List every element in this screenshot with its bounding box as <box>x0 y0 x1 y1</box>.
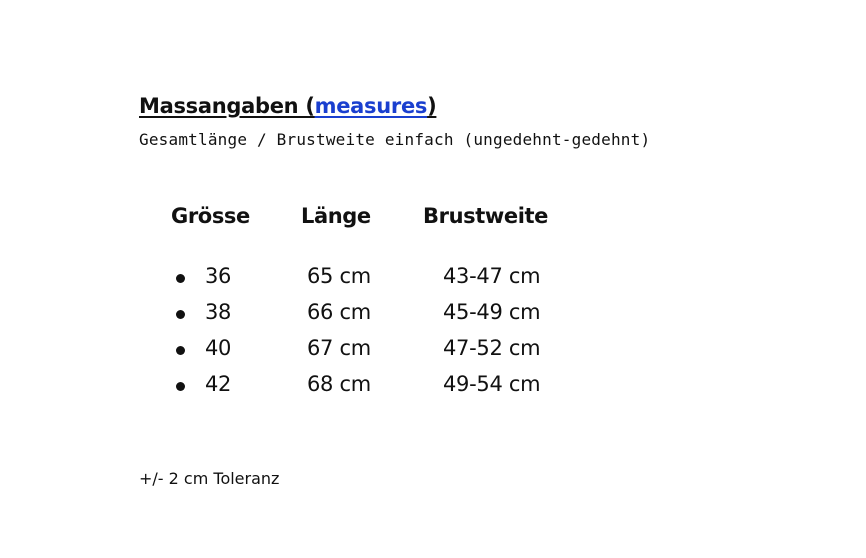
subtitle: Gesamtlänge / Brustweite einfach (ungedehnt-gedehnt) <box>139 130 651 149</box>
bullet-icon <box>176 382 185 391</box>
header-length: Länge <box>301 204 371 228</box>
length-value: 66 cm <box>307 300 371 324</box>
size-row <box>0 370 866 406</box>
size-value: 40 <box>205 336 232 360</box>
size-row <box>0 334 866 370</box>
chest-value: 49-54 cm <box>443 372 541 396</box>
header-size: Grösse <box>171 204 250 228</box>
measures-link[interactable]: measures <box>314 94 428 118</box>
size-row <box>0 298 866 334</box>
page-title <box>139 94 436 118</box>
size-value: 42 <box>205 372 232 396</box>
bullet-icon <box>176 310 185 319</box>
length-value: 65 cm <box>307 264 371 288</box>
size-value: 38 <box>205 300 232 324</box>
bullet-icon <box>176 274 185 283</box>
length-value: 68 cm <box>307 372 371 396</box>
size-value: 36 <box>205 264 232 288</box>
size-list <box>0 262 866 406</box>
title-prefix: Massangaben ( <box>139 94 315 118</box>
title-suffix: ) <box>427 94 437 118</box>
length-value: 67 cm <box>307 336 371 360</box>
bullet-icon <box>176 346 185 355</box>
chest-value: 47-52 cm <box>443 336 541 360</box>
chest-value: 43-47 cm <box>443 264 541 288</box>
size-row <box>0 262 866 298</box>
header-chest: Brustweite <box>423 204 548 228</box>
chest-value: 45-49 cm <box>443 300 541 324</box>
tolerance-note: +/- 2 cm Toleranz <box>139 469 280 488</box>
